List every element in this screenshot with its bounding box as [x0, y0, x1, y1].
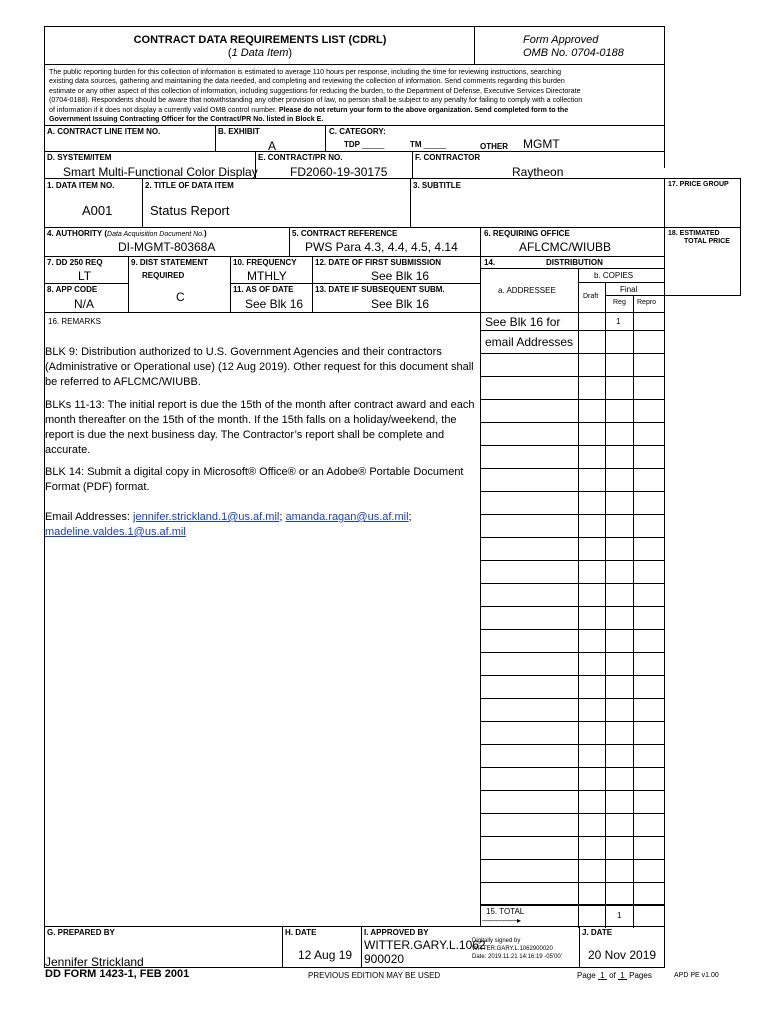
block-i-label: I. APPROVED BY: [364, 928, 429, 937]
dist-statement-field[interactable]: C: [176, 290, 185, 304]
block-g-label: G. PREPARED BY: [47, 928, 115, 937]
prepared-date-field[interactable]: 12 Aug 19: [298, 948, 353, 962]
as-of-date-field[interactable]: See Blk 16: [245, 297, 304, 311]
email-link-strickland[interactable]: jennifer.strickland.1@us.af.mil: [133, 511, 280, 523]
block-e-label: E. CONTRACT/PR NO.: [258, 153, 343, 162]
distribution-title: DISTRIBUTION: [546, 258, 603, 267]
reg-copies-entry-1[interactable]: 1: [616, 317, 621, 326]
block-18-label: 18. ESTIMATED: [668, 230, 720, 237]
data-item-no-field[interactable]: A001: [82, 203, 113, 218]
repro-header: Repro: [637, 299, 657, 306]
block-1-label: 1. DATA ITEM NO.: [47, 181, 115, 190]
approver-name-line2[interactable]: 900020: [364, 952, 405, 966]
distribution-row-line: [480, 629, 664, 630]
distribution-row-line: [480, 330, 664, 331]
approved-date-field[interactable]: 20 Nov 2019: [588, 948, 657, 962]
addressee-entry-2[interactable]: email Addresses: [485, 335, 574, 349]
email-link-ragan[interactable]: amanda.ragan@us.af.mil: [285, 511, 409, 523]
remarks-paragraph-3: BLK 14: Submit a digital copy in Microsoft® Office® or an Adobe® Portable Document Format (PDF) format.: [45, 466, 464, 493]
burden-statement: [49, 68, 661, 124]
block-13-label: 13. DATE IF SUBSEQUENT SUBM.: [315, 285, 445, 294]
block-12-label: 12. DATE OF FIRST SUBMISSION: [315, 258, 442, 267]
data-item-title-field[interactable]: Status Report: [150, 203, 230, 218]
email-label: Email Addresses:: [45, 511, 134, 523]
distribution-row-line: [480, 675, 664, 676]
block-14-label: 14.: [484, 258, 496, 267]
block-b-label: B. EXHIBIT: [218, 127, 260, 136]
reg-header: Reg: [613, 299, 626, 306]
distribution-row-line: [480, 744, 664, 745]
block-c-label: C. CATEGORY:: [329, 127, 386, 136]
approver-name-line1[interactable]: WITTER.GARY.L.1062: [364, 938, 486, 952]
prepared-by-field[interactable]: Jennifer Strickland: [45, 955, 144, 969]
category-other-label: OTHER: [480, 142, 508, 151]
form-number: DD FORM 1423-1, FEB 2001: [45, 968, 190, 980]
burden-line: estimate or any other aspect of this collection of information, including suggestions for reducing the burden, to the Department of Defense, Executive Services Directorate: [49, 86, 581, 95]
category-tdp-label: TDP _____: [344, 140, 385, 149]
draft-header: Draft: [583, 293, 599, 300]
frequency-field[interactable]: MTHLY: [247, 269, 287, 283]
distribution-row-line: [480, 583, 664, 584]
previous-edition-note: PREVIOUS EDITION MAY BE USED: [308, 971, 441, 980]
block-10-label: 10. FREQUENCY: [233, 258, 297, 267]
distribution-row-line: [480, 353, 664, 354]
distribution-row-line: [480, 606, 664, 607]
block-5-label: 5. CONTRACT REFERENCE: [292, 229, 398, 238]
digital-signature-stamp: [472, 937, 562, 961]
distribution-row-line: [480, 859, 664, 860]
block-a-label: A. CONTRACT LINE ITEM NO.: [47, 127, 161, 136]
block-17-label: 17. PRICE GROUP: [668, 181, 729, 188]
distribution-total-line: [480, 904, 664, 905]
apd-version: APD PE v1.00: [674, 972, 719, 979]
stamp-line: Digitally signed by: [472, 938, 521, 944]
dd250-req-field[interactable]: LT: [78, 269, 92, 283]
block-h-label: H. DATE: [285, 928, 317, 937]
distribution-row-line: [480, 399, 664, 400]
distribution-row-line: [480, 376, 664, 377]
burden-line: of information if it does not display a currently valid OMB control number. Please do not return your form to the above organization. Send completed form to the: [49, 105, 569, 114]
distribution-row-line: [480, 767, 664, 768]
block-15-label: 15. TOTAL: [486, 907, 525, 916]
page-counter: Page 1 of 1 Pages: [577, 971, 652, 980]
requiring-office-field[interactable]: AFLCMC/WIUBB: [519, 240, 612, 254]
block-2-label: 2. TITLE OF DATA ITEM: [145, 181, 234, 190]
copies-header: b. COPIES: [594, 271, 634, 280]
distribution-row-line: [480, 468, 664, 469]
distribution-row-line: [480, 882, 664, 883]
distribution-row-line: [480, 445, 664, 446]
distribution-row-line: [480, 537, 664, 538]
exhibit-field[interactable]: A: [268, 139, 277, 153]
block-d-label: D. SYSTEM/ITEM: [47, 153, 112, 162]
distribution-row-line: [480, 698, 664, 699]
block-6-label: 6. REQUIRING OFFICE: [484, 229, 570, 238]
distribution-row-line: [480, 836, 664, 837]
block-9-label-2: REQUIRED: [142, 271, 185, 280]
remarks-paragraph-2: BLKs 11-13: The initial report is due the 15th of the month after contract award and each month thereafter on the 15th of the month. If the 15th falls on a holiday/weekend, the report is due the next business day. The Contractor’s report shall be complete and accurate.: [45, 399, 475, 456]
email-link-valdes[interactable]: madeline.valdes.1@us.af.mil: [45, 526, 186, 538]
distribution-row-line: [480, 514, 664, 515]
burden-line: existing data sources, gathering and maintaining the data needed, and completing and reviewing the collection of information. Send comments regarding this burden: [49, 77, 565, 86]
stamp-line: Date: 2019.11.21 14:16:19 -05'00': [472, 954, 562, 960]
contractor-field[interactable]: Raytheon: [512, 165, 564, 179]
burden-line: Government Issuing Contracting Officer for the Contract/PR No. listed in Block E.: [49, 115, 324, 124]
contract-reference-field[interactable]: PWS Para 4.3, 4.4, 4.5, 4.14: [305, 240, 458, 254]
remarks-emails: Email Addresses: jennifer.strickland.1@us.af.mil; amanda.ragan@us.af.mil; madeline.valdes.1@us.af.mil: [45, 511, 412, 538]
block-8-label: 8. APP CODE: [47, 285, 98, 294]
burden-line: (0704-0188). Respondents should be aware that notwithstanding any other provision of law, no person shall be subject to any penalty for failing to comply with a collection: [49, 96, 583, 105]
form-subtitle: (1 Data Item): [227, 47, 293, 59]
subsequent-submission-field[interactable]: See Blk 16: [371, 297, 430, 311]
block-4-label: 4. AUTHORITY (Data Acquisition Document No.): [47, 229, 207, 238]
app-code-field[interactable]: N/A: [74, 297, 95, 311]
arrow-icon: —————▸: [482, 916, 521, 925]
distribution-row-line: [480, 905, 664, 906]
distribution-row-line: [480, 560, 664, 561]
block-11-label: 11. AS OF DATE: [233, 285, 294, 294]
omb-number: OMB No. 0704-0188: [523, 47, 624, 59]
total-reg-copies: 1: [617, 911, 622, 920]
block-f-label: F. CONTRACTOR: [415, 153, 481, 162]
category-other-field[interactable]: MGMT: [523, 137, 560, 151]
block-7-label: 7. DD 250 REQ: [47, 258, 103, 267]
distribution-row-line: [480, 491, 664, 492]
distribution-row-line: [480, 790, 664, 791]
first-submission-field[interactable]: See Blk 16: [371, 269, 430, 283]
addressee-header: a. ADDRESSEE: [498, 286, 556, 295]
burden-line: The public reporting burden for this collection of information is estimated to average 110 hours per response, including the time for reviewing instructions, searching: [49, 68, 562, 76]
distribution-row-line: [480, 813, 664, 814]
distribution-row-line: [480, 422, 664, 423]
final-header: Final: [620, 285, 638, 294]
authority-field[interactable]: DI-MGMT-80368A: [118, 240, 216, 254]
block-9-label: 9. DIST STATEMENT: [131, 258, 209, 267]
block-3-label: 3. SUBTITLE: [413, 181, 462, 190]
category-tm-label: TM _____: [410, 140, 447, 149]
distribution-row-line: [480, 721, 664, 722]
distribution-row-line: [480, 652, 664, 653]
contract-pr-field[interactable]: FD2060-19-30175: [290, 165, 388, 179]
remarks-paragraph-1: BLK 9: Distribution authorized to U.S. Government Agencies and their contractors (Administrative or Operational use) (12 Aug 2019). Other request for this document shall be referred to AFLCMC/WIUBB.: [45, 346, 474, 388]
form-approved: Form Approved: [523, 34, 599, 46]
stamp-line: WITTER.GARY.L.1062900020: [472, 946, 553, 952]
form-title: CONTRACT DATA REQUIREMENTS LIST (CDRL): [133, 34, 387, 46]
addressee-entry-1[interactable]: See Blk 16 for: [485, 315, 561, 329]
block-18-label-2: TOTAL PRICE: [684, 238, 730, 245]
block-16-label: 16. REMARKS: [48, 317, 101, 326]
block-j-label: J. DATE: [582, 928, 613, 937]
system-item-field[interactable]: Smart Multi-Functional Color Display: [63, 165, 258, 179]
